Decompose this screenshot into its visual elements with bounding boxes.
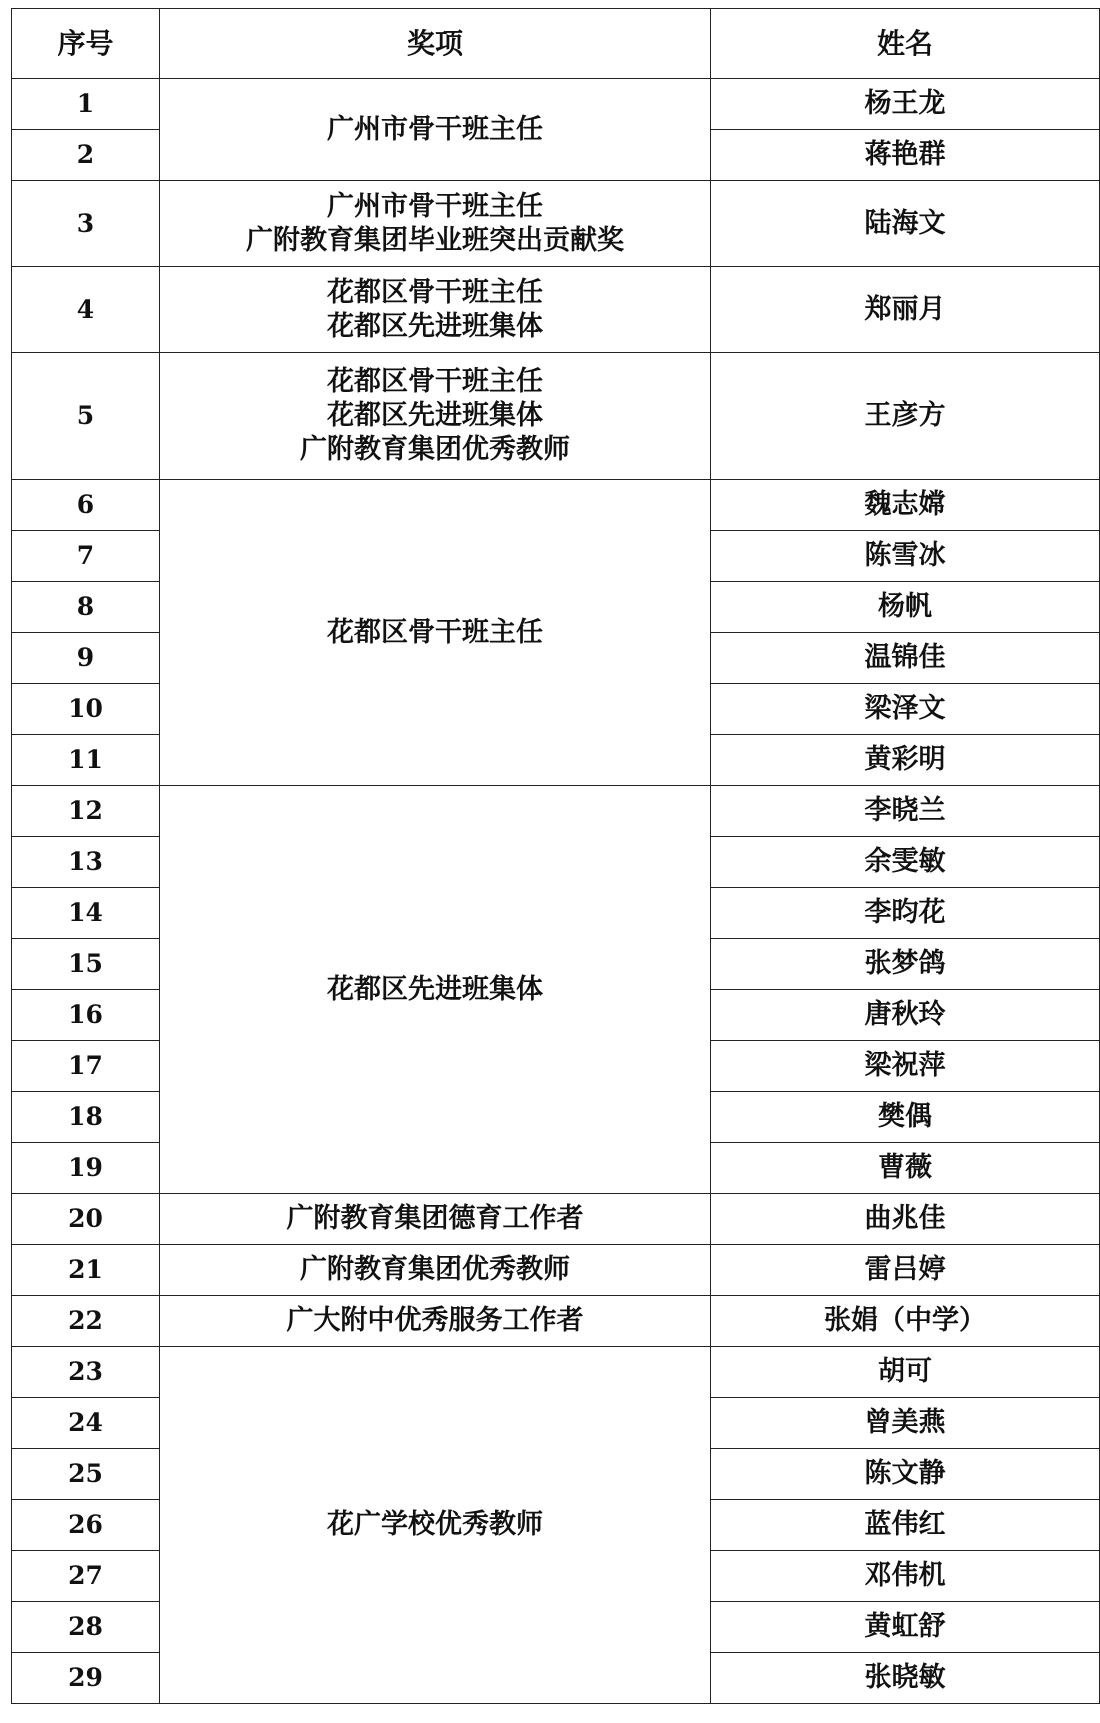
award-text: 广大附中优秀服务工作者	[286, 1305, 584, 1337]
person-name: 黄彩明	[711, 735, 1100, 786]
award-text: 花都区骨干班主任	[327, 616, 543, 648]
row-number: 2	[12, 130, 160, 181]
table-row	[12, 1245, 1100, 1296]
award-text: 花广学校优秀教师	[327, 1509, 543, 1541]
award-cell	[160, 181, 711, 267]
row-number: 27	[12, 1551, 160, 1602]
row-number: 29	[12, 1653, 160, 1704]
row-number: 1	[12, 79, 160, 130]
row-number: 11	[12, 735, 160, 786]
header-index: 序号	[12, 9, 160, 79]
person-name: 郑丽月	[711, 267, 1100, 353]
table-row	[12, 181, 1100, 267]
award-cell	[160, 353, 711, 480]
person-name: 王彦方	[711, 353, 1100, 480]
table-row	[12, 786, 1100, 837]
row-number: 3	[12, 181, 160, 267]
award-cell	[160, 480, 711, 786]
award-text: 花都区先进班集体	[327, 973, 543, 1005]
person-name: 魏志嫦	[711, 480, 1100, 531]
award-text: 广附教育集团优秀教师	[300, 433, 570, 465]
row-number: 23	[12, 1347, 160, 1398]
person-name: 余雯敏	[711, 837, 1100, 888]
person-name: 张晓敏	[711, 1653, 1100, 1704]
award-text: 花都区骨干班主任	[327, 276, 543, 308]
table-row	[12, 1194, 1100, 1245]
person-name: 李昀花	[711, 888, 1100, 939]
award-cell	[160, 786, 711, 1194]
person-name: 蒋艳群	[711, 130, 1100, 181]
award-cell	[160, 267, 711, 353]
row-number: 26	[12, 1500, 160, 1551]
award-text: 广附教育集团优秀教师	[300, 1254, 570, 1286]
row-number: 24	[12, 1398, 160, 1449]
row-number: 21	[12, 1245, 160, 1296]
award-text: 花都区先进班集体	[327, 400, 543, 432]
person-name: 雷吕婷	[711, 1245, 1100, 1296]
person-name: 唐秋玲	[711, 990, 1100, 1041]
row-number: 18	[12, 1092, 160, 1143]
award-cell	[160, 1296, 711, 1347]
person-name: 陈雪冰	[711, 531, 1100, 582]
row-number: 20	[12, 1194, 160, 1245]
award-text: 广州市骨干班主任	[327, 113, 543, 145]
award-text: 广州市骨干班主任	[327, 190, 543, 222]
person-name: 曾美燕	[711, 1398, 1100, 1449]
row-number: 5	[12, 353, 160, 480]
table-row	[12, 353, 1100, 480]
row-number: 9	[12, 633, 160, 684]
award-text: 花都区先进班集体	[327, 310, 543, 342]
row-number: 7	[12, 531, 160, 582]
row-number: 14	[12, 888, 160, 939]
person-name: 曹薇	[711, 1143, 1100, 1194]
row-number: 28	[12, 1602, 160, 1653]
table-row	[12, 1296, 1100, 1347]
table-row	[12, 1347, 1100, 1398]
table-row	[12, 480, 1100, 531]
person-name: 蓝伟红	[711, 1500, 1100, 1551]
award-list-table	[11, 8, 1100, 1704]
person-name: 樊偶	[711, 1092, 1100, 1143]
person-name: 温锦佳	[711, 633, 1100, 684]
person-name: 张梦鸽	[711, 939, 1100, 990]
person-name: 邓伟机	[711, 1551, 1100, 1602]
row-number: 12	[12, 786, 160, 837]
row-number: 19	[12, 1143, 160, 1194]
person-name: 曲兆佳	[711, 1194, 1100, 1245]
row-number: 15	[12, 939, 160, 990]
header-award: 奖项	[160, 9, 711, 79]
award-text: 花都区骨干班主任	[327, 366, 543, 398]
person-name: 梁祝萍	[711, 1041, 1100, 1092]
award-cell	[160, 79, 711, 181]
person-name: 胡可	[711, 1347, 1100, 1398]
person-name: 杨王龙	[711, 79, 1100, 130]
row-number: 16	[12, 990, 160, 1041]
person-name: 陈文静	[711, 1449, 1100, 1500]
award-cell	[160, 1347, 711, 1704]
row-number: 6	[12, 480, 160, 531]
row-number: 10	[12, 684, 160, 735]
person-name: 杨帆	[711, 582, 1100, 633]
header-name: 姓名	[711, 9, 1100, 79]
person-name: 李晓兰	[711, 786, 1100, 837]
row-number: 8	[12, 582, 160, 633]
award-cell	[160, 1194, 711, 1245]
award-text: 广附教育集团德育工作者	[286, 1203, 584, 1235]
award-cell	[160, 1245, 711, 1296]
person-name: 黄虹舒	[711, 1602, 1100, 1653]
row-number: 17	[12, 1041, 160, 1092]
row-number: 13	[12, 837, 160, 888]
row-number: 4	[12, 267, 160, 353]
person-name: 张娟（中学）	[711, 1296, 1100, 1347]
table-row	[12, 267, 1100, 353]
header-row	[12, 9, 1100, 79]
row-number: 25	[12, 1449, 160, 1500]
person-name: 梁泽文	[711, 684, 1100, 735]
award-text: 广附教育集团毕业班突出贡献奖	[246, 224, 624, 256]
person-name: 陆海文	[711, 181, 1100, 267]
table-row	[12, 79, 1100, 130]
row-number: 22	[12, 1296, 160, 1347]
